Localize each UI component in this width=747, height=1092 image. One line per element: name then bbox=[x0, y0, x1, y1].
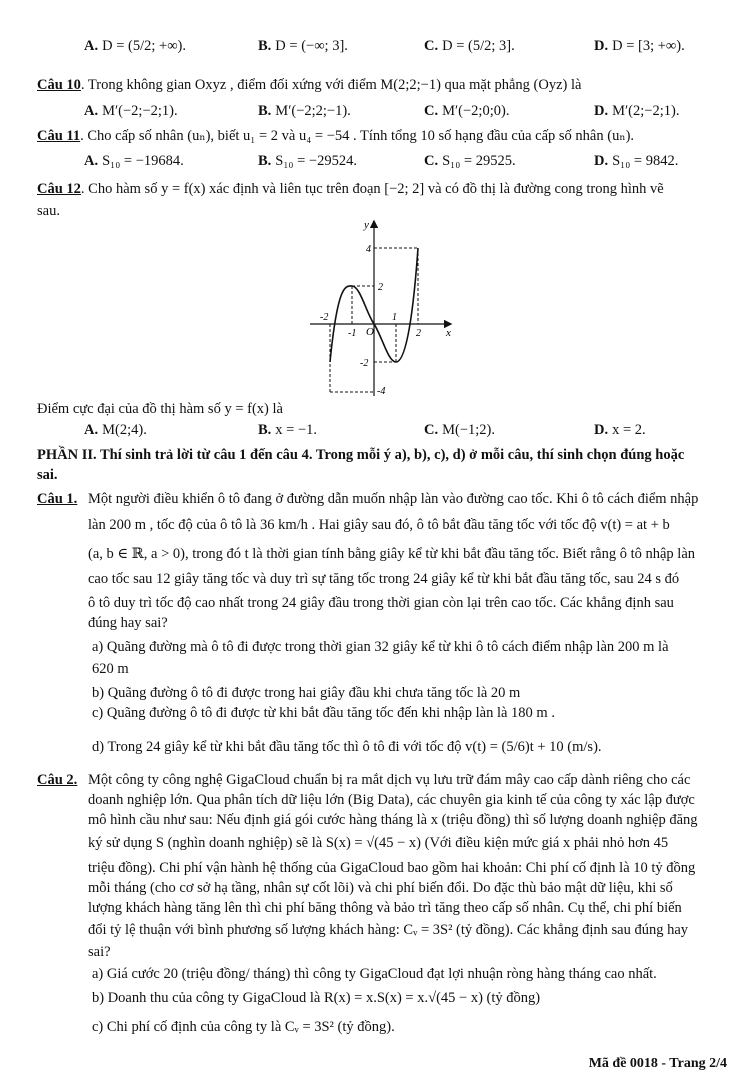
p2q2-label: Câu 2. bbox=[37, 772, 78, 788]
q9-option-a[interactable]: A. D = (5/2; +∞). bbox=[84, 38, 186, 54]
p2q2-line: đổi tỷ lệ thuận với bình phương số lượng khách hàng: Cᵥ = 3S² (tỷ đồng). Các khẳng định sau đúng hay bbox=[88, 922, 689, 938]
q10-stem bbox=[37, 76, 581, 94]
q12-prompt: Điểm cực đại của đồ thị hàm số y = f(x) là bbox=[37, 401, 283, 417]
tick-xneg2: -2 bbox=[320, 312, 329, 323]
tick-x1: 1 bbox=[392, 312, 397, 323]
p2q1-label: Câu 1. bbox=[37, 491, 78, 507]
function-graph bbox=[300, 212, 475, 400]
q9-option-b[interactable]: B. D = (−∞; 3]. bbox=[258, 38, 348, 54]
part2-title: PHẦN II. Thí sinh trả lời từ câu 1 đến câu 4. Trong mỗi ý a), b), c), d) ở mỗi câu, thí sinh chọn đúng hoặc bbox=[37, 447, 685, 463]
p2q2-statement-a[interactable]: a) Giá cước 20 (triệu đồng/ tháng) thì công ty GigaCloud đạt lợi nhuận ròng hàng tháng cao nhất. bbox=[92, 966, 657, 982]
q12-option-a[interactable]: A. M(2;4). bbox=[84, 422, 147, 438]
p2q2-line: doanh nghiệp lớn. Qua phân tích dữ liệu lớn (Big Data), các chuyên gia kinh tế của công ty xác lập được bbox=[88, 792, 695, 808]
p2q1-line: ô tô duy trì tốc độ cao nhất trong 24 giây đầu trong thời gian còn lại trên cao tốc. Các khẳng định sau bbox=[88, 595, 674, 611]
p2q2-statement-c[interactable]: c) Chi phí cố định của công ty là Cᵥ = 3S² (tỷ đồng). bbox=[92, 1019, 395, 1035]
p2q2-line: sai? bbox=[88, 944, 111, 960]
tick-y2: 2 bbox=[378, 282, 383, 293]
p2q2-statement-b[interactable]: b) Doanh thu của công ty GigaCloud là R(x) = x.S(x) = x.√(45 − x) (tỷ đồng) bbox=[92, 990, 541, 1006]
origin-label: O bbox=[366, 326, 374, 338]
p2q2-line: ký sử dụng S (nghìn doanh nghiệp) sẽ là S(x) = √(45 − x) (Với điều kiện mức giá x phải nhỏ hơn 45 bbox=[88, 835, 669, 851]
p2q1-statement-d[interactable]: d) Trong 24 giây kể từ khi bắt đầu tăng tốc thì ô tô đi với tốc độ v(t) = (5/6)t + 10 (m/s). bbox=[92, 739, 602, 755]
p2q1-statement-a[interactable]: a) Quãng đường mà ô tô đi được trong thời gian 32 giây kể từ khi ô tô cách điểm nhập làn 200 m là bbox=[92, 639, 669, 655]
p2q1-line: (a, b ∈ ℝ, a > 0), trong đó t là thời gian tính bằng giây kể từ khi bắt đầu tăng tốc. Biết rằng ô tô nhập làn bbox=[88, 546, 696, 562]
q12-option-d[interactable]: D. x = 2. bbox=[594, 422, 646, 438]
q10-label: Câu 10 bbox=[37, 77, 81, 93]
p2q1-line: làn 200 m , tốc độ của ô tô là 36 km/h . Hai giây sau đó, ô tô bắt đầu tăng tốc với tốc độ v(t) = at + b bbox=[88, 517, 670, 533]
q10-option-c[interactable]: C. M′(−2;0;0). bbox=[424, 103, 510, 119]
x-axis-label: x bbox=[446, 327, 451, 339]
q12-label: Câu 12 bbox=[37, 181, 81, 197]
q11-label: Câu 11 bbox=[37, 128, 81, 144]
q10-option-a[interactable]: A. M′(−2;−2;1). bbox=[84, 103, 178, 119]
y-axis-label: y bbox=[364, 219, 369, 231]
p2q2-line: mỗi tháng (cho cơ sở hạ tầng, nhân sự cốt lõi) và chi phí biến đổi. Do đặc thù bảo mật dữ liệu, khi số bbox=[88, 880, 673, 896]
q11-stem bbox=[37, 127, 634, 145]
q11-option-b[interactable]: B. S₁₀ = −29524. bbox=[258, 153, 357, 169]
tick-x2: 2 bbox=[416, 328, 421, 339]
q11-option-a[interactable]: A. S₁₀ = −19684. bbox=[84, 153, 184, 169]
q10-text: . Trong không gian Oxyz , điểm đối xứng với điểm M(2;2;−1) qua mặt phẳng (Oyz) là bbox=[80, 77, 582, 93]
p2q1-line: Một người điều khiển ô tô đang ở đường dẫn muốn nhập làn vào đường cao tốc. Khi ô tô cách điểm nhập bbox=[88, 491, 699, 507]
q9-option-c[interactable]: C. D = (5/2; 3]. bbox=[424, 38, 515, 54]
p2q1-line: cao tốc sau 12 giây tăng tốc và duy trì sự tăng tốc trong 24 giây kể từ khi bắt đầu tăng tốc, sau 24 s đó bbox=[88, 571, 680, 587]
tick-xneg1: -1 bbox=[348, 328, 357, 339]
q10-option-d[interactable]: D. M′(2;−2;1). bbox=[594, 103, 680, 119]
q11-option-d[interactable]: D. S₁₀ = 9842. bbox=[594, 153, 679, 169]
q9-option-d[interactable]: D. D = [3; +∞). bbox=[594, 38, 685, 54]
q12-stem-continued: sau. bbox=[37, 203, 60, 219]
q11-option-c[interactable]: C. S₁₀ = 29525. bbox=[424, 153, 516, 169]
q12-option-b[interactable]: B. x = −1. bbox=[258, 422, 318, 438]
p2q2-line: lượng khách hàng tăng lên thì chi phí băng thông và bảo trì tăng theo cấp số nhân. Cụ thể, chi phí biến bbox=[88, 900, 682, 916]
tick-yneg2: -2 bbox=[360, 358, 369, 369]
p2q1-statement-b[interactable]: b) Quãng đường ô tô đi được trong hai giây đầu khi chưa tăng tốc là 20 m bbox=[92, 685, 521, 701]
q10-option-b[interactable]: B. M′(−2;2;−1). bbox=[258, 103, 351, 119]
p2q1-statement-a-continued: 620 m bbox=[92, 661, 129, 677]
q12-text: . Cho hàm số y = f(x) xác định và liên tục trên đoạn [−2; 2] và có đồ thị là đường cong trong hình vẽ bbox=[80, 181, 664, 197]
p2q2-line: mô hình cầu như sau: Nếu định giá gói cước hàng tháng là x (triệu đồng) thì số lượng doanh nghiệp đăng bbox=[88, 812, 698, 828]
tick-y4: 4 bbox=[366, 244, 371, 255]
page-footer: Mã đề 0018 - Trang 2/4 bbox=[588, 1056, 727, 1071]
p2q1-statement-c[interactable]: c) Quãng đường ô tô đi được từ khi bắt đầu tăng tốc đến khi nhập làn là 180 m . bbox=[92, 705, 555, 721]
p2q2-line: triệu đồng). Chi phí vận hành hệ thống của GigaCloud bao gồm hai khoản: Chi phí cố định là 10 tỷ đồng bbox=[88, 860, 696, 876]
tick-yneg4: -4 bbox=[377, 386, 386, 397]
p2q2-line: Một công ty công nghệ GigaCloud chuẩn bị ra mắt dịch vụ lưu trữ đám mây cao cấp dành riêng cho các bbox=[88, 772, 691, 788]
part2-title-continued: sai. bbox=[37, 467, 58, 483]
q11-text: . Cho cấp số nhân (uₙ), biết u₁ = 2 và u₄ = −54 . Tính tổng 10 số hạng đầu của cấp số nhân (uₙ). bbox=[80, 128, 635, 144]
p2q1-line: đúng hay sai? bbox=[88, 615, 168, 631]
q12-stem bbox=[37, 180, 664, 198]
q12-option-c[interactable]: C. M(−1;2). bbox=[424, 422, 495, 438]
